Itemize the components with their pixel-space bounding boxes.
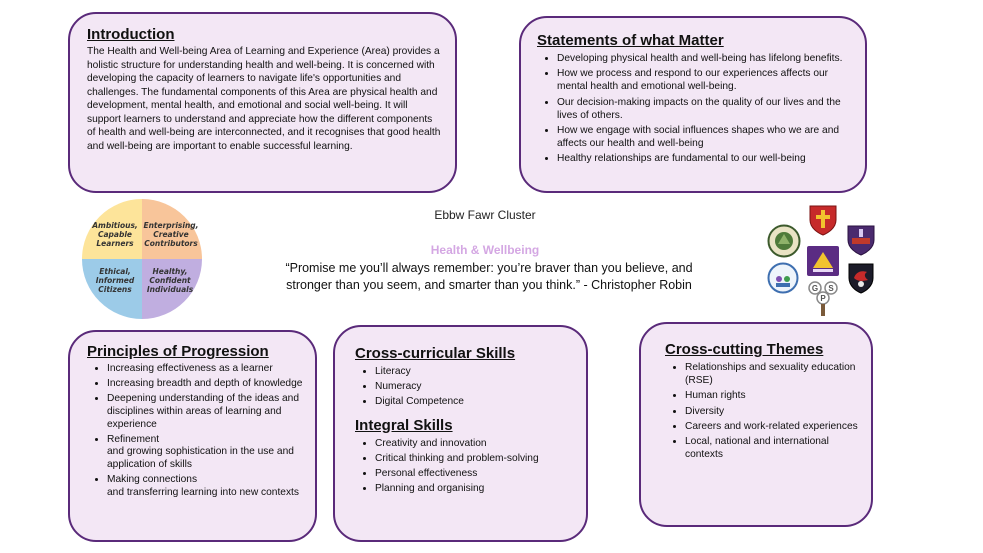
list-item: • Diversity bbox=[685, 405, 861, 418]
round-blue-logo bbox=[767, 262, 799, 294]
tree-gps-logo bbox=[805, 278, 841, 318]
introduction-panel bbox=[68, 12, 457, 193]
progression-list bbox=[87, 363, 307, 500]
red-shield-logo bbox=[808, 204, 838, 236]
cross-cutting-panel bbox=[639, 322, 873, 527]
cross-curricular-list bbox=[355, 365, 576, 409]
statements-list bbox=[537, 52, 855, 166]
purple-shield-logo bbox=[846, 224, 876, 256]
area-subtitle: Health & Wellbeing bbox=[430, 243, 540, 257]
school-logos bbox=[763, 202, 883, 320]
list-item: • Local, national and international contexts bbox=[685, 435, 861, 461]
list-item: • Healthy relationships are fundamental to our well-being bbox=[557, 152, 855, 165]
list-item: • Digital Competence bbox=[375, 395, 576, 408]
dragon-badge-logo bbox=[847, 262, 875, 294]
list-item: • Developing physical health and well-being has lifelong benefits. bbox=[557, 52, 855, 65]
list-item: • How we engage with social influences shapes who we are and affects our health and well-being bbox=[557, 124, 855, 150]
cluster-title: Ebbw Fawr Cluster bbox=[434, 208, 536, 222]
cross-cutting-list bbox=[665, 361, 861, 461]
list-item: • Careers and work-related experiences bbox=[685, 420, 861, 433]
list-item: • Numeracy bbox=[375, 380, 576, 393]
list-item: • How we process and respond to our experiences affects our mental health and emotional well-being. bbox=[557, 67, 855, 93]
integral-list bbox=[355, 437, 576, 496]
list-item: • Planning and organising bbox=[375, 482, 576, 495]
list-item: • Literacy bbox=[375, 365, 576, 378]
statements-title: Statements of what Matter bbox=[537, 32, 724, 49]
list-item: • Our decision-making impacts on the quality of our lives and the lives of others. bbox=[557, 96, 855, 122]
round-crest-logo bbox=[767, 224, 801, 258]
quote-text: “Promise me you’ll always remember: you’re braver than you believe, and stronger than you seem, and smarter than you think.” - Christopher Robin bbox=[285, 261, 693, 292]
cross-curricular-title: Cross-curricular Skills bbox=[355, 345, 516, 362]
four-purposes-wheel bbox=[82, 199, 202, 319]
gps-letter: S bbox=[828, 284, 834, 293]
list-item: • Increasing effectiveness as a learner bbox=[107, 363, 307, 376]
wheel-label-enterprising: Enterprising, Creative Contributors bbox=[143, 221, 199, 248]
purple-square-logo bbox=[807, 246, 839, 276]
wheel-label-ethical: Ethical, Informed Citizens bbox=[95, 267, 135, 294]
list-item: • Deepening understanding of the ideas and disciplines within areas of learning and experience bbox=[107, 393, 307, 432]
gps-letter: P bbox=[820, 294, 826, 303]
list-item: • Personal effectiveness bbox=[375, 467, 576, 480]
list-item: • Human rights bbox=[685, 389, 861, 402]
cross-cutting-title: Cross-cutting Themes bbox=[665, 341, 824, 358]
progression-panel bbox=[68, 330, 317, 542]
skills-panel bbox=[333, 325, 588, 542]
wheel-label-healthy: Healthy, Confident Individuals bbox=[146, 267, 194, 294]
progression-title: Principles of Progression bbox=[87, 343, 269, 360]
gps-letter: G bbox=[811, 284, 819, 293]
list-item: • Making connections and transferring learning into new contexts bbox=[107, 474, 307, 500]
statements-panel bbox=[519, 16, 867, 193]
list-item: • Refinement and growing sophistication in the use and application of skills bbox=[107, 434, 307, 473]
list-item: • Relationships and sexuality education (RSE) bbox=[685, 361, 861, 387]
list-item: • Critical thinking and problem-solving bbox=[375, 452, 576, 465]
introduction-body: The Health and Well-being Area of Learning and Experience (Area) provides a holistic structure for understanding health and well-being. It is concerned with developing the capacity of learners to navigate life's opportunities and challenges. The fundamental components of this Area are physical health and development, mental health, and emotional and social well-being. It will support learners to understand and appreciate how the different components of health and well-being are interconnected, and it recognises that good health and well-being are important to enable successful learning. bbox=[87, 46, 441, 152]
list-item: • Creativity and innovation bbox=[375, 437, 576, 450]
integral-title: Integral Skills bbox=[355, 416, 453, 434]
introduction-title: Introduction bbox=[87, 26, 175, 43]
wheel-label-ambitious: Ambitious, Capable Learners bbox=[92, 221, 138, 248]
list-item: • Increasing breadth and depth of knowledge bbox=[107, 378, 307, 391]
